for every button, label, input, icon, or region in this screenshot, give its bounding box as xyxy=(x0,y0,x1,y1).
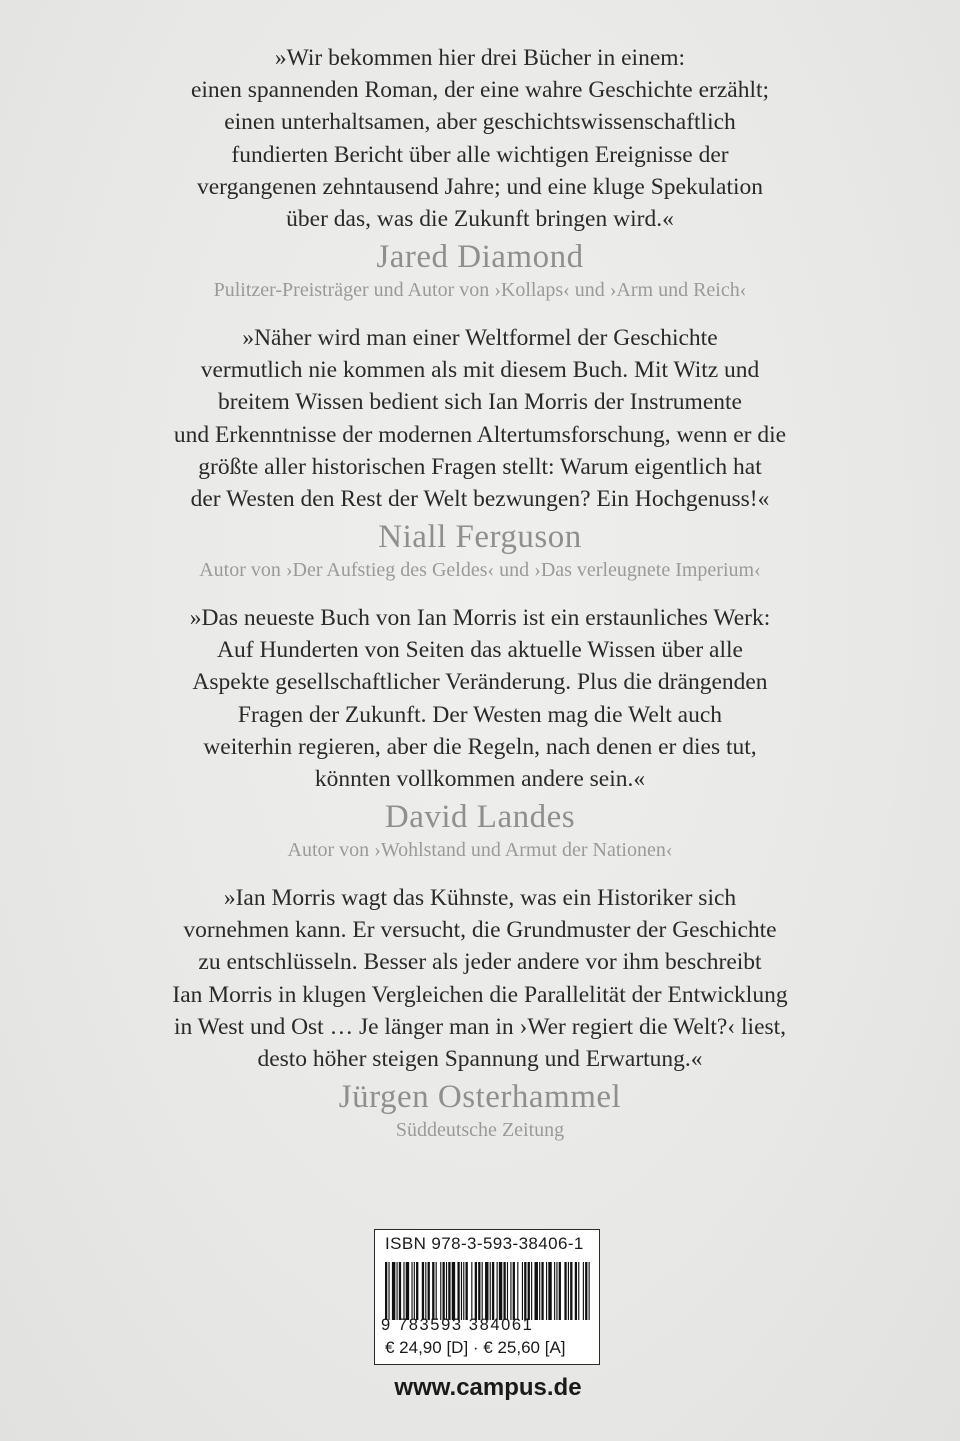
quote-line: in West und Ost … Je länger man in ›Wer regiert die Welt?‹ liest, xyxy=(173,1013,787,1040)
quote-line: »Wir bekommen hier drei Bücher in einem: xyxy=(274,45,686,71)
quote-line: vornehmen kann. Er versucht, die Grundmuster der Geschichte xyxy=(183,917,777,944)
quote-line: der Westen den Rest der Welt bezwungen? Ein Hochgenuss!« xyxy=(190,486,770,513)
review-author: Jared Diamond xyxy=(376,239,584,276)
quote-line: vergangenen zehntausend Jahre; und eine kluge Spekulation xyxy=(197,173,763,200)
isbn-barcode-box xyxy=(374,1229,600,1365)
quote-line: und Erkenntnisse der modernen Altertumsforschung, wenn er die xyxy=(173,421,787,448)
quote-line: einen unterhaltsamen, aber geschichtswissenschaftlich xyxy=(224,109,736,136)
review-niall-ferguson xyxy=(40,322,920,583)
quote-line: fundierten Bericht über alle wichtigen Ereignisse der xyxy=(231,141,729,168)
review-source: Autor von ›Der Aufstieg des Geldes‹ und ›Das verleugnete Imperium‹ xyxy=(199,559,761,582)
quote-line: Fragen der Zukunft. Der Westen mag die Welt auch xyxy=(237,701,723,728)
review-author: Jürgen Osterhammel xyxy=(338,1079,622,1116)
price-label: € 24,90 [D] · € 25,60 [A] xyxy=(385,1338,566,1357)
quote-line: Auf Hunderten von Seiten das aktuelle Wissen über alle xyxy=(217,637,743,664)
quote-line: Ian Morris in klugen Vergleichen die Parallelität der Entwicklung xyxy=(172,981,788,1008)
review-author: David Landes xyxy=(384,799,576,836)
review-quote xyxy=(40,602,920,795)
review-source: Pulitzer-Preisträger und Autor von ›Kollaps‹ und ›Arm und Reich‹ xyxy=(213,279,747,302)
review-author: Niall Ferguson xyxy=(378,519,582,556)
quote-line: weiterhin regieren, aber die Regeln, nach denen er dies tut, xyxy=(203,733,757,760)
review-source: Süddeutsche Zeitung xyxy=(395,1119,565,1142)
review-quote xyxy=(40,42,920,235)
review-juergen-osterhammel xyxy=(40,882,920,1143)
review-source: Autor von ›Wohlstand und Armut der Nationen‹ xyxy=(287,839,673,862)
quote-line: vermutlich nie kommen als mit diesem Buch. Mit Witz und xyxy=(200,357,760,384)
review-quote xyxy=(40,322,920,515)
barcode-digits: 9 783593 384061 xyxy=(381,1316,534,1334)
quote-line: »Näher wird man einer Weltformel der Geschichte xyxy=(242,325,718,351)
quote-line: Aspekte gesellschaftlicher Veränderung. Plus die drängenden xyxy=(192,669,768,696)
publisher-website[interactable]: www.campus.de xyxy=(394,1374,582,1401)
quote-line: zu entschlüsseln. Besser als jeder andere vor ihm beschreibt xyxy=(198,949,762,976)
quote-line: über das, was die Zukunft bringen wird.« xyxy=(286,206,674,233)
quote-line: desto höher steigen Spannung und Erwartung.« xyxy=(257,1046,703,1073)
quote-line: »Das neueste Buch von Ian Morris ist ein erstaunliches Werk: xyxy=(189,605,771,631)
review-quote xyxy=(40,882,920,1075)
quote-line: breitem Wissen bedient sich Ian Morris der Instrumente xyxy=(218,389,742,416)
quote-line: größte aller historischen Fragen stellt: Warum eigentlich hat xyxy=(198,453,762,480)
quote-line: könnten vollkommen andere sein.« xyxy=(314,766,646,793)
isbn-number: ISBN 978-3-593-38406-1 xyxy=(385,1234,584,1253)
barcode xyxy=(383,1262,591,1320)
review-jared-diamond xyxy=(40,42,920,303)
quote-line: einen spannenden Roman, der eine wahre Geschichte erzählt; xyxy=(190,77,770,104)
quote-line: »Ian Morris wagt das Kühnste, was ein Historiker sich xyxy=(223,885,737,911)
review-david-landes xyxy=(40,602,920,863)
